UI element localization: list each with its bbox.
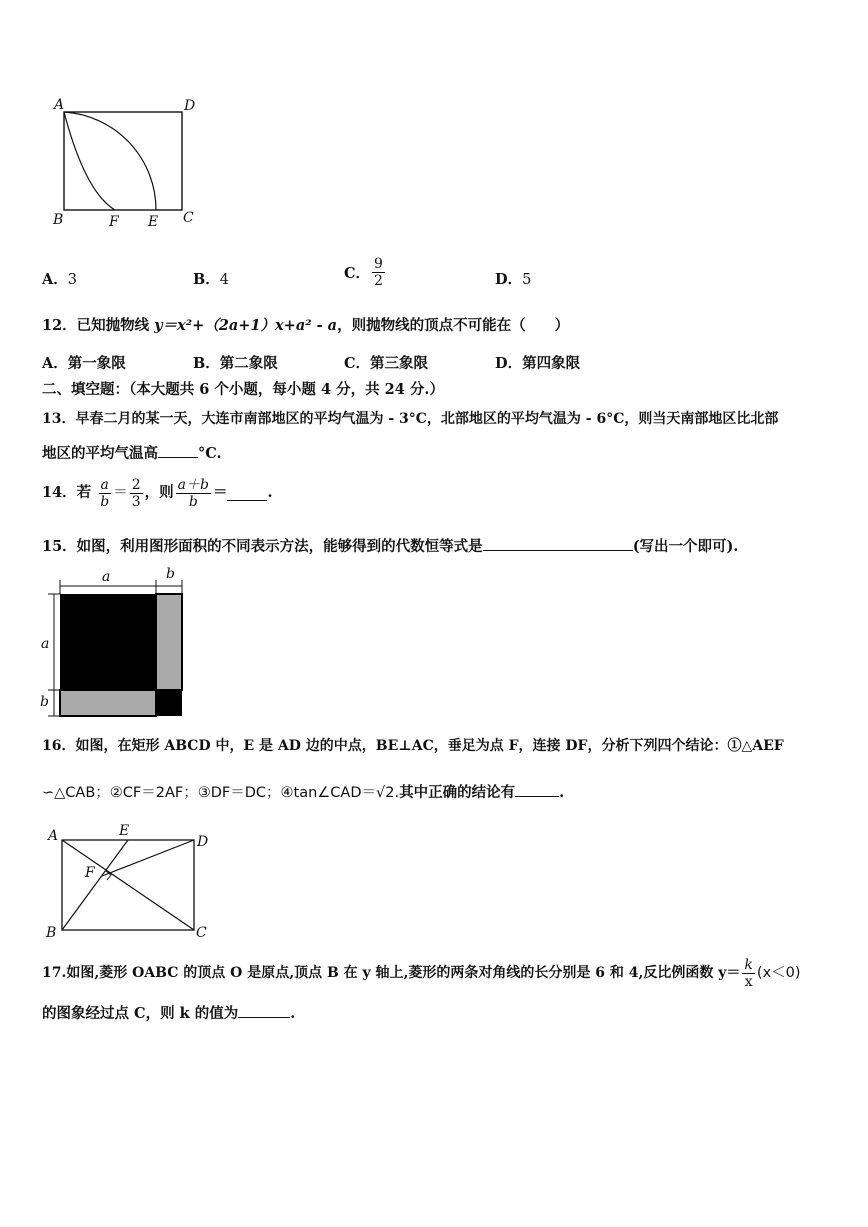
q16-period: .	[559, 784, 565, 801]
label-e: E	[119, 823, 130, 839]
q17-domain: (x＜0)	[756, 965, 801, 981]
fraction-k-over-x	[742, 957, 754, 990]
q12-option-b: B．第二象限	[193, 355, 278, 372]
q16-line1: 16．如图，在矩形 ABCD 中，E 是 AD 边的中点，BE⊥AC，垂足为点 F，连接 DF，分析下列四个结论：①△AEF	[42, 738, 784, 754]
answer-blank	[227, 486, 267, 501]
fraction-denominator: b	[188, 493, 198, 510]
q12-stem	[42, 316, 569, 336]
segment-df	[102, 840, 194, 876]
label-d: D	[184, 98, 196, 114]
q12-option-d: D．第四象限	[495, 355, 581, 372]
answer-blank	[515, 782, 559, 797]
label-b-top: b	[166, 566, 175, 582]
segment-be	[62, 840, 128, 930]
equals-sign: ＝	[212, 484, 228, 501]
q13-line1: 13．早春二月的某一天，大连市南部地区的平均气温为 - 3°C，北部地区的平均气温为 - 6°C，则当天南部地区比北部	[42, 411, 779, 427]
q12-option-a: A．第一象限	[42, 355, 126, 372]
q16-conclusions: ∽△CAB；②CF＝2AF；③DF＝DC；④tan∠CAD＝√2.	[42, 785, 400, 801]
label-d: D	[197, 834, 209, 850]
q14-connector: ，则	[144, 484, 174, 501]
option-letter: D．	[495, 271, 523, 288]
label-a: A	[54, 97, 65, 113]
option-value: 5	[522, 272, 532, 288]
figure-rectangle-arcs	[45, 92, 205, 232]
fraction-a-over-b	[98, 477, 111, 510]
option-letter: A．	[42, 271, 68, 288]
label-f: F	[85, 865, 95, 881]
fraction-numerator: a	[100, 476, 109, 493]
q13-unit: °C.	[198, 445, 222, 462]
fraction-numerator: 9	[374, 256, 383, 272]
answer-blank	[238, 1003, 290, 1018]
q15-text: 15．如图，利用图形面积的不同表示方法，能够得到的代数恒等式是	[42, 538, 483, 555]
q11-option-b	[193, 268, 229, 289]
fraction-numerator: k	[744, 956, 753, 973]
q16-line2	[42, 782, 564, 803]
label-a-top: a	[102, 569, 111, 585]
fraction-denominator: x	[744, 973, 753, 990]
figure-square-decomposition	[36, 564, 196, 724]
answer-blank	[158, 443, 198, 458]
rect-ab-bottom	[60, 690, 156, 716]
label-c: C	[183, 210, 194, 226]
label-e: E	[148, 214, 159, 230]
q11-option-c	[344, 256, 387, 289]
q13-text: 地区的平均气温高	[42, 445, 158, 462]
fraction-a-plus-b-over-b	[176, 477, 211, 510]
label-b: B	[46, 925, 57, 941]
q17-period: .	[290, 1005, 296, 1022]
option-letter: C．	[344, 265, 371, 282]
q14-stem	[42, 472, 273, 514]
label-b: B	[53, 212, 64, 228]
q15-note: (写出一个即可).	[632, 538, 739, 555]
q11-option-d	[495, 268, 531, 289]
rect-ab-right	[156, 594, 182, 690]
equals-sign: ＝	[113, 485, 128, 501]
square-a	[60, 594, 156, 690]
q12-prefix: 12．已知抛物线	[42, 317, 155, 334]
label-f: F	[109, 214, 119, 230]
answer-blank	[483, 536, 633, 551]
q14-prefix: 14．若	[42, 484, 92, 501]
q17-question: 的图象经过点 C，则 k 的值为	[42, 1005, 239, 1022]
fraction-denominator: 2	[374, 273, 383, 289]
q12-suffix: ，则抛物线的顶点不可能在（ ）	[337, 317, 570, 334]
option-value: 4	[219, 272, 229, 288]
fraction-numerator: a＋b	[177, 476, 209, 493]
arc-af	[64, 112, 115, 210]
q12-option-c: C．第三象限	[344, 355, 429, 372]
q16-question: 其中正确的结论有	[399, 784, 516, 801]
square-b	[156, 690, 182, 716]
label-a-left: a	[41, 636, 50, 652]
fraction-denominator: 3	[131, 493, 141, 510]
fraction-denominator: b	[100, 493, 110, 510]
option-value: 3	[67, 272, 77, 288]
fraction-2-over-3	[130, 477, 143, 510]
q12-expression: y＝x²+（2a+1）x+a² - a	[154, 317, 338, 334]
fraction-9-2	[372, 256, 385, 289]
diagonal-ac	[62, 840, 194, 930]
q17-text: 17.如图,菱形 OABC 的顶点 O 是原点,顶点 B 在 y 轴上,菱形的两条对角线的长分别是 6 和 4,反比例函数 y＝	[42, 965, 741, 981]
rectangle-abcd	[64, 112, 182, 210]
q14-period: .	[267, 484, 273, 501]
option-letter: B．	[193, 271, 220, 288]
label-a: A	[48, 828, 59, 844]
figure-rectangle-abcd	[40, 820, 220, 945]
fraction-numerator: 2	[131, 476, 141, 493]
label-b-left: b	[40, 694, 49, 710]
q17-line1	[42, 952, 801, 994]
label-c: C	[196, 925, 207, 941]
arc-ae	[64, 112, 156, 210]
q11-option-a	[42, 268, 77, 289]
q13-line2	[42, 443, 222, 464]
section-heading: 二、填空题：（本大题共 6 个小题，每小题 4 分，共 24 分.）	[42, 381, 444, 398]
q17-line2	[42, 1003, 295, 1024]
q15-stem	[42, 536, 738, 557]
